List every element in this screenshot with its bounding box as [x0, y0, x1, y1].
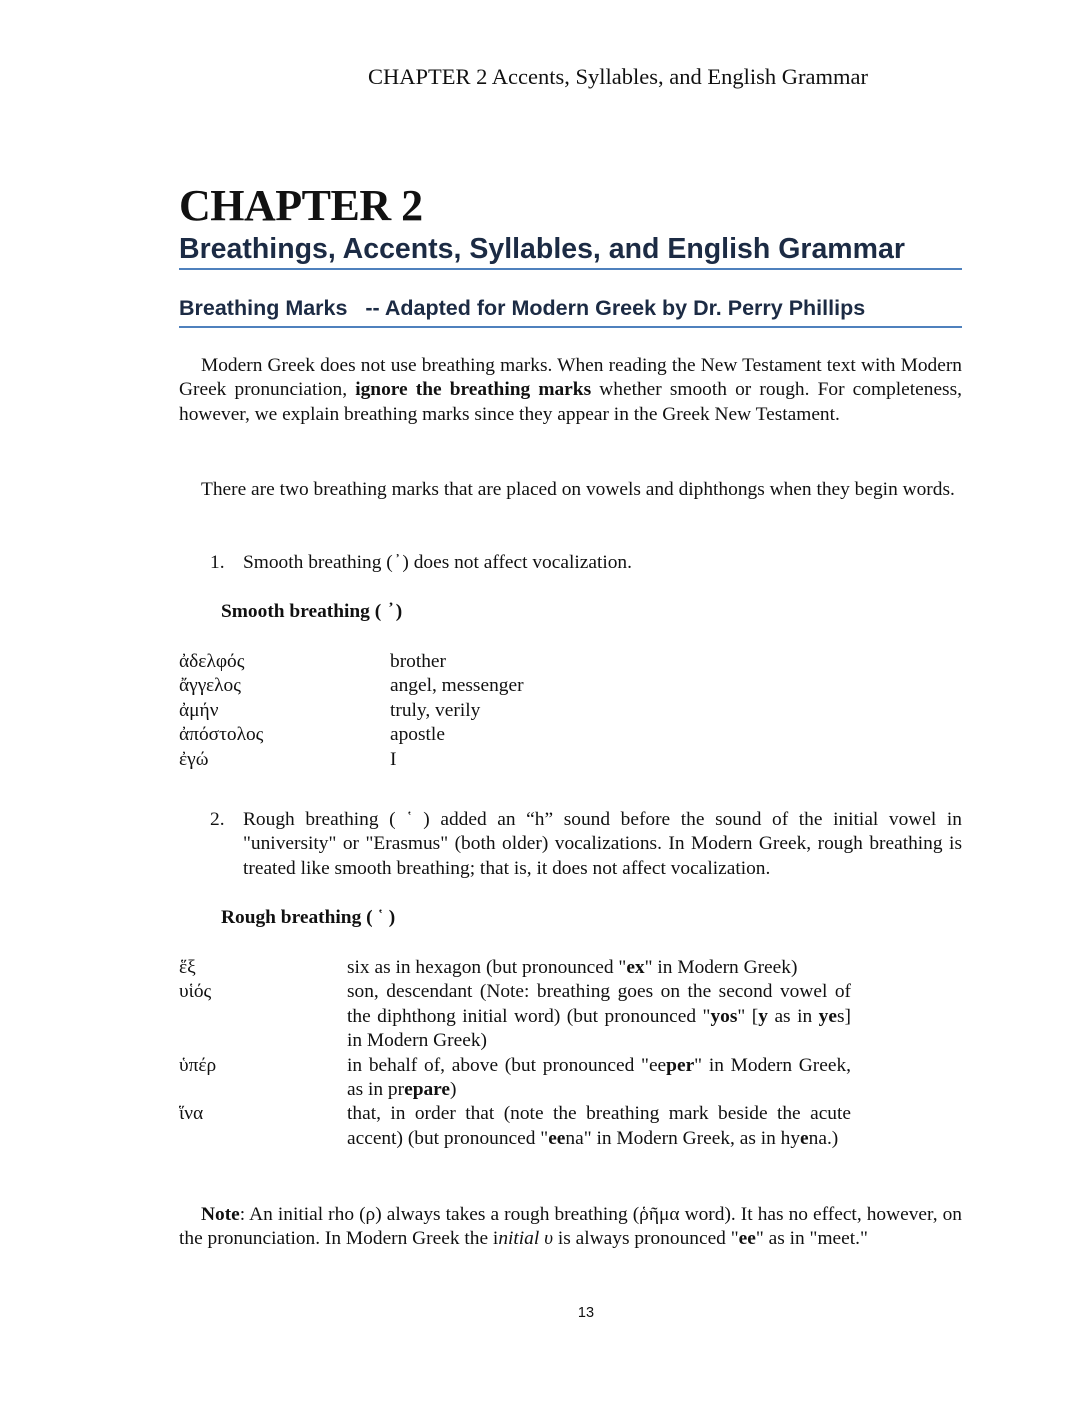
list-item-rough	[210, 808, 962, 881]
list-number: 2.	[210, 809, 225, 830]
greek-term: ἄγγελος	[179, 675, 241, 697]
chapter-title: CHAPTER 2	[179, 181, 423, 230]
intro-text: Modern Greek does not use breathing marks. When reading the New Testament text with Modern Greek pronunciation,	[179, 355, 962, 401]
vocab-row	[179, 1054, 851, 1103]
note-paragraph: Note: An initial rho (ρ) always takes a rough breathing (ῥῆμα word). It has no effect, however, on the pronunciation. In Modern Greek the initial υ is always pronounced "ee" as in "meet."	[179, 1204, 962, 1250]
list-item-smooth	[210, 551, 962, 575]
list-text: Rough breathing ( ῾ ) added an “h” sound before the sound of the initial vowel in "university" or "Erasmus" (both older) vocalizations. In Modern Greek, rough breathing is treated like smooth breathing; that is, it does not affect vocalization.	[243, 809, 962, 879]
subtitle-divider	[179, 268, 962, 270]
greek-term: ἀδελφός	[179, 651, 245, 672]
english-gloss: that, in order that (note the breathing mark beside the acute accent) (but pronounced "eena" in Modern Greek, as in hyena.)	[347, 1103, 851, 1149]
english-gloss: truly, verily	[390, 699, 481, 721]
page-number: 13	[577, 1305, 595, 1321]
intro-text: whether smooth or rough. For completeness, however, we explain breathing marks since they appear in the Greek New Testament.	[179, 379, 962, 425]
intro-paragraph-2	[179, 478, 962, 502]
running-header: CHAPTER 2 Accents, Syllables, and English Grammar	[368, 64, 868, 89]
english-gloss: son, descendant (Note: breathing goes on the second vowel of the diphthong initial word) (but pronounced "yos" [y as in yes] in Modern Greek)	[347, 981, 851, 1052]
greek-term: ἵνα	[179, 1103, 204, 1125]
list-text: Smooth breathing ( ̓ ) does not affect vocalization.	[243, 552, 632, 573]
english-gloss: brother	[390, 651, 446, 672]
english-gloss: I	[390, 748, 397, 770]
english-gloss: apostle	[390, 724, 445, 746]
section-divider	[179, 326, 962, 328]
greek-term: υἱός	[179, 981, 212, 1003]
intro-paragraph-1	[179, 354, 962, 427]
rough-vocab-list	[179, 956, 851, 1151]
english-gloss: six as in hexagon (but pronounced "ex" in Modern Greek)	[347, 957, 798, 978]
greek-term: ὑπέρ	[179, 1054, 217, 1076]
vocab-row	[179, 980, 851, 1053]
greek-term: ἀπόστολος	[179, 724, 264, 746]
english-gloss: in behalf of, above (but pronounced "eeper" in Modern Greek, as in prepare)	[347, 1054, 851, 1101]
english-gloss: angel, messenger	[390, 675, 524, 697]
note-label: Note	[201, 1204, 240, 1225]
rough-breathing-heading: Rough breathing ( ῾ )	[221, 907, 396, 928]
section-heading: Breathing Marks -- Adapted for Modern Greek by Dr. Perry Phillips	[179, 296, 866, 320]
emphasis-text: ignore the breathing marks	[355, 379, 592, 401]
greek-term: ἀμήν	[179, 699, 219, 721]
vocab-row	[179, 1102, 851, 1151]
vocab-row	[179, 956, 851, 980]
intro-text: There are two breathing marks that are placed on vowels and diphthongs when they begin words.	[201, 479, 955, 500]
greek-term: ἐγώ	[179, 748, 209, 770]
list-number: 1.	[210, 552, 225, 573]
smooth-breathing-heading: Smooth breathing ( ̓ )	[221, 601, 403, 622]
greek-term: ἕξ	[179, 957, 196, 978]
chapter-subtitle: Breathings, Accents, Syllables, and English Grammar	[179, 233, 905, 265]
